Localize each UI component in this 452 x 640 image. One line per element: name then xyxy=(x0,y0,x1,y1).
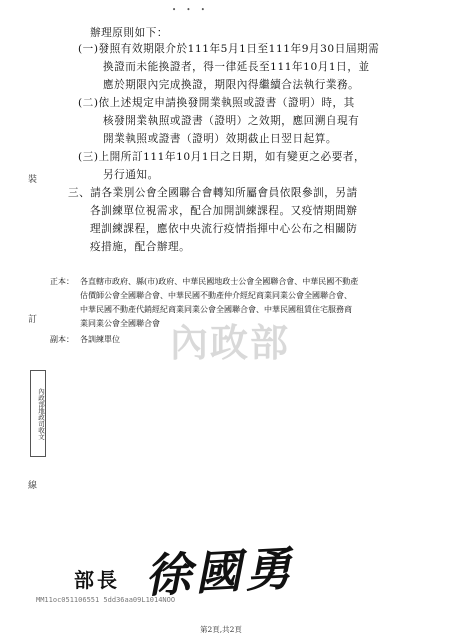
signature-title: 部長 xyxy=(74,568,120,592)
recipients-copy-text: 各訓練單位 xyxy=(80,335,120,344)
recipients-main-label: 正本： xyxy=(50,277,74,286)
recipients-copy-label: 副本： xyxy=(50,335,74,344)
page-number: 第2頁,共2頁 xyxy=(200,625,242,634)
body-line: 換證而未能換證者，得一律延長至111年10月1日，並 xyxy=(103,61,370,73)
binding-char-xian: 線 xyxy=(28,481,38,491)
body-line: 另行通知。 xyxy=(103,169,159,181)
receipt-stamp: 內政部地政司收文 xyxy=(30,370,46,457)
body-line: 理訓練課程，應依中央流行疫情指揮中心公布之相關防 xyxy=(90,223,358,235)
binding-char-zhuang: 裝 xyxy=(28,175,38,185)
binding-char-ding: 訂 xyxy=(28,315,38,325)
intro-line: 辦理原則如下： xyxy=(90,27,169,39)
body-line: 核發開業執照或證書（證明）之效期，應回溯自現有 xyxy=(103,115,360,127)
body-line: 疫措施，配合辦理。 xyxy=(90,241,191,253)
recipients-main-line: 中華民國不動產代銷經紀商業同業公會全國聯合會、中華民國租賃住宅服務商 xyxy=(80,305,352,314)
recipients-main-line: 業同業公會全國聯合會 xyxy=(80,319,160,328)
watermark: 內政部 xyxy=(170,320,291,365)
signature-name: 徐國勇 xyxy=(143,541,297,603)
body-line: 應於期限內完成換證，期限內得繼續合法執行業務。 xyxy=(103,79,360,91)
recipients-main-line: 各直轄市政府、縣(市)政府、中華民國地政士公會全國聯合會、中華民國不動產 xyxy=(80,277,359,286)
body-line: (三)上開所訂111年10月1日之日期，如有變更之必要者， xyxy=(78,151,366,163)
body-line: 各訓練單位視需求，配合加開訓練課程。又疫情期間辦 xyxy=(90,205,358,217)
body-line: 三、請各業別公會全國聯合會轉知所屬會員依限參訓，另請 xyxy=(68,187,358,199)
recipients-main-line: 估價師公會全國聯合會、中華民國不動產仲介經紀商業同業公會全國聯合會、 xyxy=(80,291,352,300)
body-line: (一)發照有效期限介於111年5月1日至111年9月30日屆期需 xyxy=(78,43,380,55)
body-line: (二)依上述規定申請換發開業執照或證書（證明）時，其 xyxy=(78,97,355,109)
body-line: 開業執照或證書（證明）效期截止日翌日起算。 xyxy=(103,133,338,145)
document-id: MM11oc051106551 5dd36aa09L1014NOO xyxy=(36,596,176,604)
top-mark: • • • xyxy=(172,6,209,14)
